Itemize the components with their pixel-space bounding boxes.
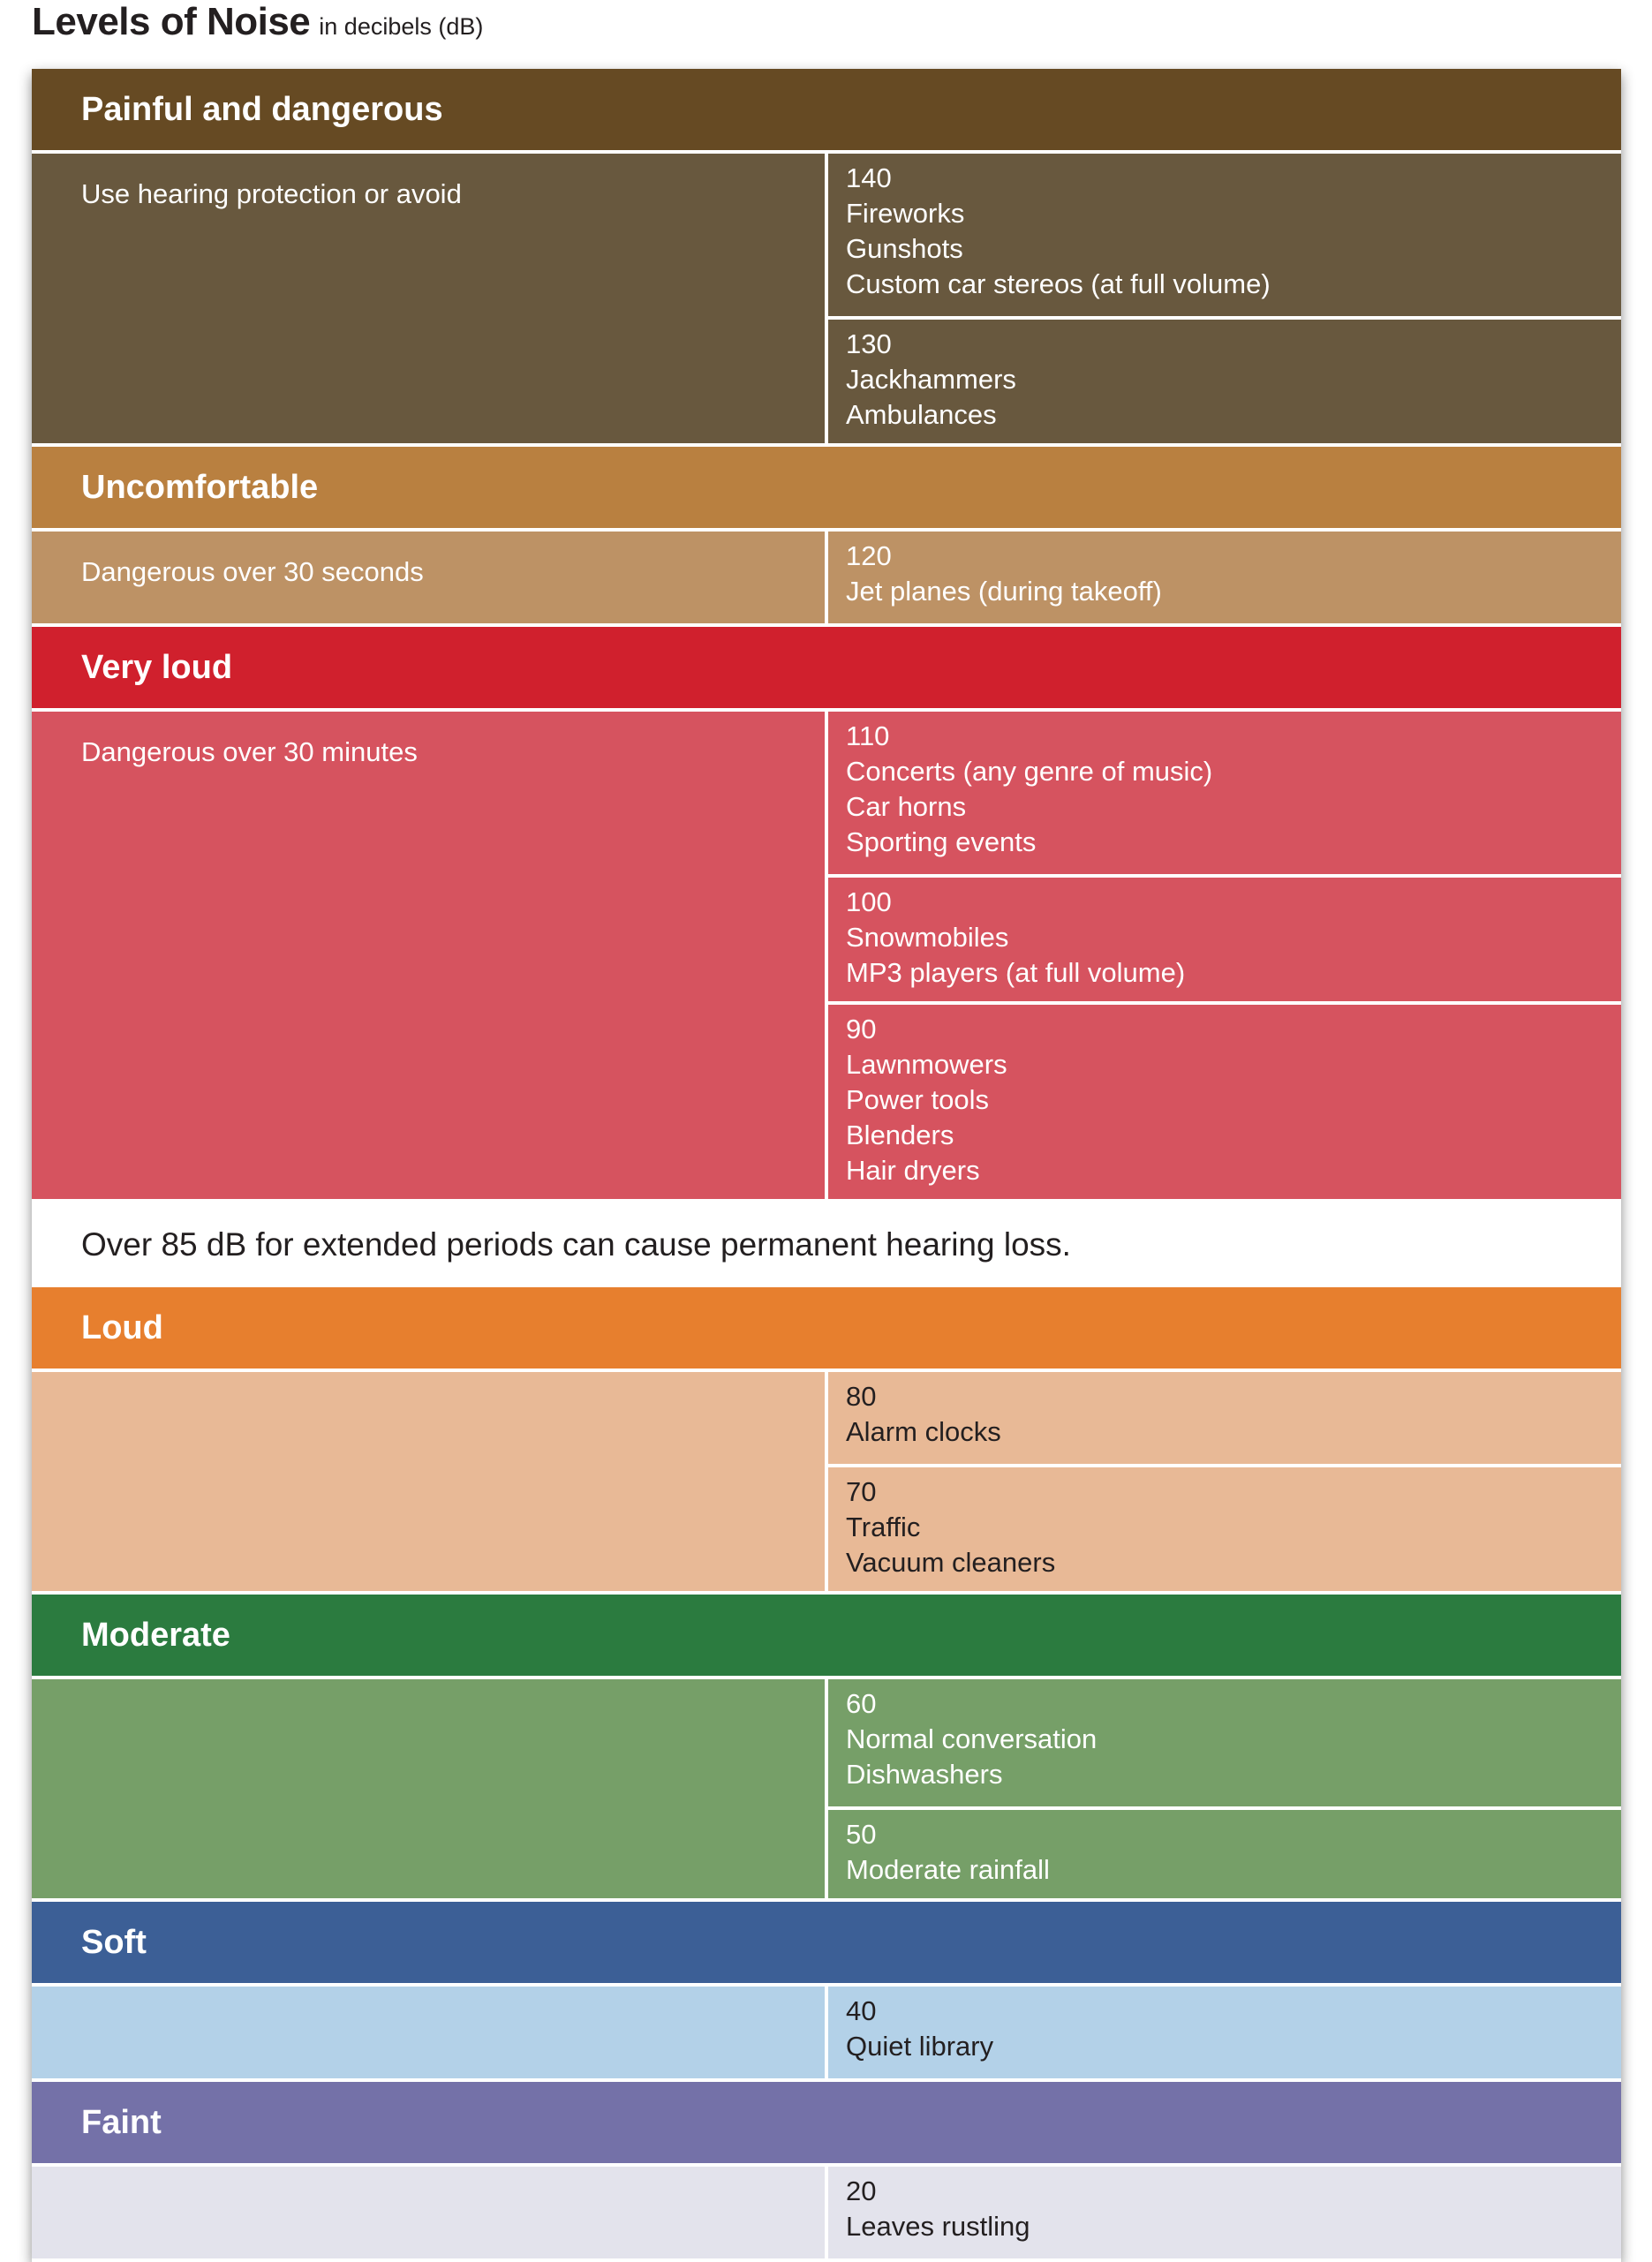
noise-example: Leaves rustling — [846, 2211, 1030, 2242]
chart-title: Levels of Noise — [32, 0, 311, 43]
decibel-value: 20 — [846, 2175, 877, 2206]
noise-example: Vacuum cleaners — [846, 1547, 1056, 1578]
noise-example: Jet planes (during takeoff) — [846, 576, 1162, 607]
level-header: Faint — [32, 2082, 1621, 2167]
noise-example: Moderate rainfall — [846, 1854, 1050, 1885]
decibel-item — [828, 532, 1621, 623]
noise-example: Blenders — [846, 1120, 954, 1150]
level-items — [825, 1987, 1621, 2078]
decibel-item — [828, 1679, 1621, 1806]
decibel-value: 40 — [846, 1995, 877, 2026]
level-header: Uncomfortable — [32, 447, 1621, 532]
noise-example: Power tools — [846, 1084, 989, 1115]
noise-example: Hair dryers — [846, 1155, 980, 1186]
level-note: Dangerous over 30 minutes — [81, 736, 418, 767]
noise-example: Fireworks — [846, 198, 965, 229]
noise-example: Custom car stereos (at full volume) — [846, 268, 1271, 299]
level-items — [825, 154, 1621, 443]
level-body — [32, 532, 1621, 627]
level-header: Soft — [32, 1902, 1621, 1987]
level-body — [32, 712, 1621, 1203]
decibel-item — [828, 1372, 1621, 1464]
decibel-item — [828, 1806, 1621, 1898]
decibel-value: 90 — [846, 1014, 877, 1044]
decibel-value: 70 — [846, 1476, 877, 1507]
noise-example: MP3 players (at full volume) — [846, 957, 1186, 988]
decibel-item — [828, 874, 1621, 1001]
noise-example: Alarm clocks — [846, 1416, 1001, 1447]
decibel-item — [828, 316, 1621, 443]
noise-example: Gunshots — [846, 233, 963, 264]
level-body — [32, 2167, 1621, 2262]
noise-example: Ambulances — [846, 399, 997, 430]
decibel-item — [828, 154, 1621, 316]
decibel-item — [828, 1001, 1621, 1199]
decibel-item — [828, 1987, 1621, 2078]
noise-example: Snowmobiles — [846, 922, 1009, 953]
level-note: Use hearing protection or avoid — [81, 178, 462, 209]
noise-example: Concerts (any genre of music) — [846, 756, 1213, 787]
level-body — [32, 1987, 1621, 2082]
noise-example: Car horns — [846, 791, 967, 822]
chart-subtitle: in decibels (dB) — [319, 13, 484, 40]
level-note: Dangerous over 30 seconds — [81, 556, 424, 587]
noise-example: Lawnmowers — [846, 1049, 1007, 1080]
decibel-value: 140 — [846, 162, 892, 193]
level-items — [825, 532, 1621, 623]
level-items — [825, 1372, 1621, 1591]
noise-example: Dishwashers — [846, 1759, 1003, 1790]
noise-example: Traffic — [846, 1512, 921, 1542]
decibel-value: 130 — [846, 328, 892, 359]
decibel-item — [828, 2167, 1621, 2258]
level-items — [825, 1679, 1621, 1898]
level-body — [32, 1679, 1621, 1902]
level-header: Loud — [32, 1287, 1621, 1372]
decibel-item — [828, 1464, 1621, 1591]
noise-example: Normal conversation — [846, 1723, 1098, 1754]
decibel-item — [828, 712, 1621, 874]
level-body — [32, 154, 1621, 447]
level-header: Very loud — [32, 627, 1621, 712]
level-body — [32, 1372, 1621, 1595]
noise-example: Sporting events — [846, 826, 1037, 857]
noise-example: Quiet library — [846, 2031, 994, 2062]
noise-example: Jackhammers — [846, 364, 1016, 395]
decibel-value: 80 — [846, 1381, 877, 1412]
decibel-value: 50 — [846, 1819, 877, 1850]
level-items — [825, 2167, 1621, 2258]
noise-levels-table — [32, 69, 1621, 2262]
chart-title-row — [32, 0, 483, 53]
level-items — [825, 712, 1621, 1199]
decibel-value: 60 — [846, 1688, 877, 1719]
hearing-loss-warning: Over 85 dB for extended periods can cause permanent hearing loss. — [32, 1203, 1621, 1287]
decibel-value: 110 — [846, 720, 890, 751]
decibel-value: 100 — [846, 886, 892, 917]
decibel-value: 120 — [846, 540, 892, 571]
level-header: Painful and dangerous — [32, 69, 1621, 154]
level-header: Moderate — [32, 1595, 1621, 1679]
